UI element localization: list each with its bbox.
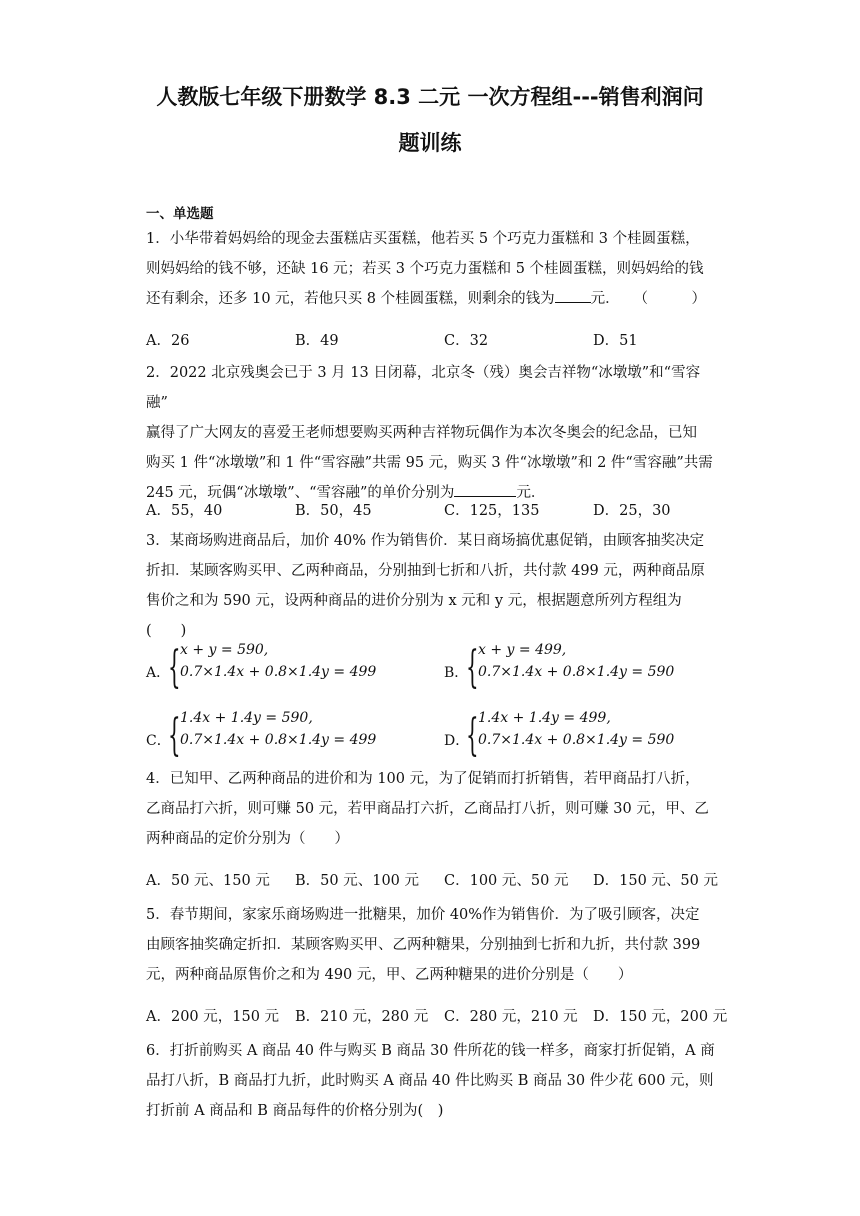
question-1-options — [146, 326, 726, 356]
option-a: A．200 元，150 元 — [146, 1009, 280, 1025]
option-d: D．51 — [593, 333, 638, 349]
answer-blank — [454, 480, 516, 497]
question-line: 购买 1 件“冰墩墩”和 1 件“雪容融”共需 95 元，购买 3 件“冰墩墩”和 2 件“雪容融”共需 — [146, 455, 713, 471]
question-line: 两种商品的定价分别为（ ） — [146, 831, 349, 847]
option-b: B．50 元、100 元 — [295, 873, 420, 889]
question-3 — [146, 526, 716, 646]
question-line: 售价之和为 590 元，设两种商品的进价分别为 x 元和 y 元，根据题意所列方程组为( ) — [146, 593, 682, 639]
brace-icon: { — [466, 710, 479, 761]
equation-1: 1.4x + 1.4y = 590, — [180, 710, 313, 726]
question-line: 赢得了广大网友的喜爱王老师想要购买两种吉祥物玩偶作为本次冬奥会的纪念品，已知 — [146, 425, 697, 441]
question-line: 1．小华带着妈妈给的现金去蛋糕店买蛋糕，他若买 5 个巧克力蛋糕和 3 个桂圆蛋糕， — [146, 231, 700, 247]
question-line: 则妈妈给的钱不够，还缺 16 元；若买 3 个巧克力蛋糕和 5 个桂圆蛋糕，则妈妈给的钱 — [146, 261, 704, 277]
brace-icon: { — [168, 710, 181, 761]
option-c: C．280 元，210 元 — [444, 1009, 578, 1025]
option-b-system — [444, 642, 704, 693]
brace-icon: { — [466, 642, 479, 693]
equation-2: 0.7×1.4x + 0.8×1.4y = 499 — [180, 664, 377, 680]
option-c: C．100 元、50 元 — [444, 873, 569, 889]
option-a: A．26 — [146, 333, 190, 349]
title-line-2: 题训练 — [398, 131, 462, 155]
option-d-system — [444, 710, 704, 761]
question-line: 4．已知甲、乙两种商品的进价和为 100 元，为了促销而打折销售，若甲商品打八折， — [146, 771, 700, 787]
answer-parentheses: （ ） — [633, 291, 706, 307]
option-c: C．32 — [444, 333, 489, 349]
question-line: 元，两种商品原售价之和为 490 元，甲、乙两种糖果的进价分别是（ ） — [146, 967, 633, 983]
question-text: 元． — [590, 291, 620, 307]
option-c-label: C． — [146, 733, 171, 749]
question-1 — [146, 224, 716, 314]
question-text: 还有剩余，还多 10 元，若他只买 8 个桂圆蛋糕，则剩余的钱为 — [146, 291, 555, 307]
option-d-label: D． — [444, 733, 470, 749]
page-title — [120, 74, 740, 166]
option-b: B．210 元，280 元 — [295, 1009, 429, 1025]
option-d: D．150 元、50 元 — [593, 873, 718, 889]
question-text: 元． — [516, 485, 546, 501]
question-line: 6．打折前购买 A 商品 40 件与购买 B 商品 30 件所花的钱一样多，商家打折促销，A 商 — [146, 1043, 715, 1059]
option-b: B．50，45 — [295, 503, 372, 519]
question-line — [146, 284, 716, 314]
option-a-label: A． — [146, 665, 171, 681]
option-c: C．125，135 — [444, 503, 540, 519]
question-5 — [146, 900, 716, 990]
question-line: 由顾客抽奖确定折扣．某顾客购买甲、乙两种糖果，分别抽到七折和九折，共付款 399 — [146, 937, 701, 953]
equation-1: x + y = 590, — [180, 642, 269, 658]
equation-2: 0.7×1.4x + 0.8×1.4y = 499 — [180, 732, 377, 748]
question-line: 品打八折，B 商品打九折，此时购买 A 商品 40 件比购买 B 商品 30 件少花 600 元，则 — [146, 1073, 714, 1089]
option-d: D．150 元，200 元 — [593, 1009, 728, 1025]
option-a: A．55，40 — [146, 503, 223, 519]
option-b: B．49 — [295, 333, 339, 349]
question-line: 打折前 A 商品和 B 商品每件的价格分别为( ) — [146, 1103, 444, 1119]
question-line: 3．某商场购进商品后，加价 40% 作为销售价．某日商场搞优惠促销，由顾客抽奖决定 — [146, 533, 705, 549]
option-c-system — [146, 710, 406, 761]
equation-1: 1.4x + 1.4y = 499, — [478, 710, 611, 726]
brace-icon: { — [168, 642, 181, 693]
title-line-1: 人教版七年级下册数学 8.3 二元 一次方程组---销售利润问 — [156, 85, 704, 109]
equation-2: 0.7×1.4x + 0.8×1.4y = 590 — [478, 664, 675, 680]
question-5-options — [146, 1002, 726, 1032]
option-a: A．50 元、150 元 — [146, 873, 270, 889]
option-d: D．25，30 — [593, 503, 671, 519]
question-4 — [146, 764, 716, 854]
question-2 — [146, 358, 716, 508]
question-2-options — [146, 496, 726, 526]
answer-blank — [555, 286, 591, 303]
option-b-label: B． — [444, 665, 469, 681]
section-heading: 一、单选题 — [146, 206, 214, 222]
question-4-options — [146, 866, 726, 896]
question-6 — [146, 1036, 716, 1126]
equation-2: 0.7×1.4x + 0.8×1.4y = 590 — [478, 732, 675, 748]
question-line: 乙商品打六折，则可赚 50 元，若甲商品打六折，乙商品打八折，则可赚 30 元，甲、乙 — [146, 801, 709, 817]
equation-1: x + y = 499, — [478, 642, 567, 658]
question-line: 5．春节期间，家家乐商场购进一批糖果，加价 40%作为销售价．为了吸引顾客，决定 — [146, 907, 700, 923]
question-line: 2．2022 北京残奥会已于 3 月 13 日闭幕，北京冬（残）奥会吉祥物“冰墩墩”和“雪容融” — [146, 365, 701, 411]
question-text: 245 元，玩偶“冰墩墩”、“雪容融”的单价分别为 — [146, 485, 455, 501]
question-line: 折扣．某顾客购买甲、乙两种商品，分别抽到七折和八折，共付款 499 元，两种商品原 — [146, 563, 705, 579]
option-a-system — [146, 642, 406, 693]
